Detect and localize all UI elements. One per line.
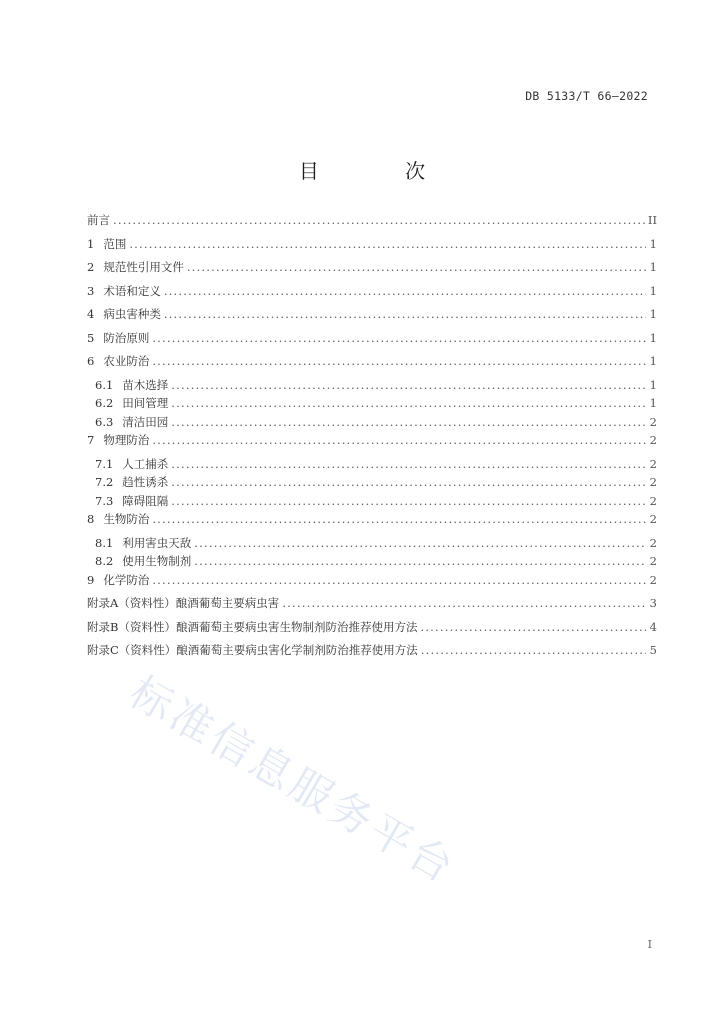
toc-entry-page: 2 bbox=[649, 456, 657, 471]
toc-entry-page: 1 bbox=[649, 354, 657, 368]
toc-entry-number: 7.3 bbox=[95, 493, 114, 508]
toc-entry-page: 5 bbox=[649, 643, 657, 657]
toc-entry-number: 6.3 bbox=[95, 414, 114, 429]
toc-entry-text: 前言 bbox=[87, 213, 110, 227]
toc-entry-number: 7.1 bbox=[95, 456, 114, 471]
toc-entry[interactable] bbox=[87, 377, 657, 396]
toc-entry-text: 范围 bbox=[103, 236, 127, 251]
toc-entry[interactable] bbox=[87, 456, 657, 475]
watermark: 标准信息服务平台 bbox=[121, 666, 465, 894]
toc-entry-label bbox=[95, 493, 168, 509]
toc-entry-page: 4 bbox=[649, 619, 657, 634]
toc-entry-label bbox=[87, 642, 418, 658]
toc-entry-label bbox=[87, 432, 149, 448]
toc-entry-number: 1 bbox=[87, 236, 95, 251]
toc-entry-number: 3 bbox=[87, 283, 95, 298]
toc-entry-text: 利用害虫天敌 bbox=[122, 535, 192, 550]
toc-entry-label bbox=[87, 619, 417, 635]
toc-entry-label bbox=[87, 236, 126, 252]
toc-leader-dots bbox=[187, 260, 646, 274]
toc-entry-label bbox=[87, 306, 161, 322]
toc-leader-dots bbox=[171, 457, 646, 471]
toc-entry-label bbox=[87, 330, 149, 346]
toc-entry-text: 田间管理 bbox=[122, 396, 169, 410]
table-of-contents bbox=[87, 212, 657, 666]
toc-entry-label bbox=[87, 259, 184, 275]
toc-entry-page: 1 bbox=[649, 330, 657, 345]
toc-entry[interactable] bbox=[87, 259, 657, 283]
toc-entry-label bbox=[87, 595, 279, 611]
toc-entry-text: 生物防治 bbox=[103, 512, 150, 526]
toc-leader-dots bbox=[152, 331, 646, 345]
toc-leader-dots bbox=[282, 596, 646, 610]
toc-entry-text: 人工捕杀 bbox=[122, 456, 169, 471]
toc-entry-number: 4 bbox=[87, 307, 95, 321]
toc-entry-text: 附录C（资料性）酿酒葡萄主要病虫害化学制剂防治推荐使用方法 bbox=[87, 643, 418, 657]
toc-leader-dots bbox=[421, 643, 646, 657]
toc-entry[interactable] bbox=[87, 493, 657, 512]
toc-entry-label bbox=[95, 377, 168, 393]
toc-entry-text: 规范性引用文件 bbox=[103, 260, 184, 274]
toc-entry-text: 使用生物制剂 bbox=[122, 554, 192, 568]
toc-entry-label bbox=[95, 395, 168, 411]
toc-leader-dots bbox=[194, 554, 646, 568]
toc-entry-page: 2 bbox=[649, 493, 657, 508]
toc-entry[interactable] bbox=[87, 212, 657, 236]
toc-entry[interactable] bbox=[87, 595, 657, 619]
toc-entry-page: 1 bbox=[649, 307, 657, 321]
toc-leader-dots bbox=[152, 433, 646, 447]
toc-leader-dots bbox=[152, 573, 646, 587]
toc-entry[interactable] bbox=[87, 283, 657, 307]
toc-leader-dots bbox=[420, 620, 646, 634]
toc-entry[interactable] bbox=[87, 236, 657, 260]
toc-entry-text: 术语和定义 bbox=[103, 283, 161, 298]
toc-entry[interactable] bbox=[87, 572, 657, 596]
toc-leader-dots bbox=[152, 354, 646, 368]
toc-entry[interactable] bbox=[87, 535, 657, 554]
toc-entry-label bbox=[87, 212, 110, 228]
toc-entry[interactable] bbox=[87, 306, 657, 330]
toc-entry-page: 2 bbox=[649, 475, 657, 489]
toc-entry[interactable] bbox=[87, 414, 657, 433]
toc-entry-label bbox=[95, 535, 191, 551]
toc-entry-page: 2 bbox=[649, 535, 657, 550]
toc-leader-dots bbox=[164, 307, 646, 321]
toc-entry-number: 9 bbox=[87, 572, 95, 587]
toc-leader-dots bbox=[171, 378, 646, 392]
toc-entry[interactable] bbox=[87, 553, 657, 572]
toc-entry-page: 2 bbox=[649, 512, 657, 526]
toc-entry[interactable] bbox=[87, 330, 657, 354]
toc-entry-number: 6 bbox=[87, 354, 95, 368]
toc-entry-text: 障碍阻隔 bbox=[122, 493, 169, 508]
toc-entry[interactable] bbox=[87, 432, 657, 456]
toc-entry-page: 1 bbox=[649, 396, 657, 410]
page-number: I bbox=[647, 938, 652, 951]
toc-entry[interactable] bbox=[87, 395, 657, 414]
toc-entry-label bbox=[95, 553, 191, 569]
toc-entry-number: 5 bbox=[87, 330, 95, 345]
toc-leader-dots bbox=[129, 237, 646, 251]
document-number: DB 5133/T 66—2022 bbox=[525, 89, 648, 103]
toc-entry-text: 附录A（资料性）酿酒葡萄主要病虫害 bbox=[87, 596, 280, 610]
toc-entry-number: 6.1 bbox=[95, 377, 114, 392]
toc-entry-label bbox=[87, 283, 161, 299]
toc-entry[interactable] bbox=[87, 642, 657, 666]
toc-entry-label bbox=[95, 456, 168, 472]
toc-entry[interactable] bbox=[87, 619, 657, 643]
toc-entry-text: 病虫害种类 bbox=[103, 307, 161, 321]
toc-entry-text: 趋性诱杀 bbox=[122, 475, 169, 489]
toc-leader-dots bbox=[171, 475, 646, 489]
toc-entry-page: 2 bbox=[649, 414, 657, 429]
page-title: 目 次 bbox=[298, 159, 466, 183]
toc-leader-dots bbox=[113, 213, 645, 227]
toc-entry-page: 2 bbox=[649, 572, 657, 587]
toc-entry-page: 1 bbox=[649, 260, 657, 274]
toc-entry-number: 8.1 bbox=[95, 535, 114, 550]
toc-entry-text: 清洁田园 bbox=[122, 414, 169, 429]
toc-entry-text: 化学防治 bbox=[103, 572, 150, 587]
toc-entry-page: 2 bbox=[649, 554, 657, 568]
toc-leader-dots bbox=[164, 284, 646, 298]
toc-entry-text: 防治原则 bbox=[103, 330, 150, 345]
toc-entry-label bbox=[95, 414, 168, 430]
toc-entry-page: 3 bbox=[649, 596, 657, 610]
toc-entry-text: 农业防治 bbox=[103, 354, 150, 368]
toc-entry-text: 苗木选择 bbox=[122, 377, 169, 392]
toc-entry-number: 8 bbox=[87, 512, 95, 526]
toc-leader-dots bbox=[171, 494, 646, 508]
toc-entry[interactable] bbox=[87, 474, 657, 493]
toc-entry-text: 附录B（资料性）酿酒葡萄主要病虫害生物制剂防治推荐使用方法 bbox=[87, 619, 418, 634]
toc-entry-page: 1 bbox=[649, 377, 657, 392]
toc-entry[interactable] bbox=[87, 511, 657, 535]
toc-entry-page: 2 bbox=[649, 433, 657, 447]
toc-entry-number: 8.2 bbox=[95, 554, 114, 568]
toc-entry-number: 6.2 bbox=[95, 396, 114, 410]
toc-entry-page: II bbox=[647, 213, 657, 227]
toc-leader-dots bbox=[194, 536, 646, 550]
toc-entry-text: 物理防治 bbox=[103, 433, 150, 447]
toc-leader-dots bbox=[152, 512, 646, 526]
toc-leader-dots bbox=[171, 396, 646, 410]
toc-leader-dots bbox=[171, 415, 646, 429]
toc-entry-number: 7.2 bbox=[95, 475, 114, 489]
toc-entry-page: 1 bbox=[649, 283, 657, 298]
toc-entry-label bbox=[87, 511, 149, 527]
toc-entry-page: 1 bbox=[649, 236, 657, 251]
toc-entry-label bbox=[95, 474, 168, 490]
toc-entry-number: 7 bbox=[87, 433, 95, 447]
toc-entry-label bbox=[87, 353, 149, 369]
toc-entry-number: 2 bbox=[87, 260, 95, 274]
toc-entry-label bbox=[87, 572, 149, 588]
toc-entry[interactable] bbox=[87, 353, 657, 377]
